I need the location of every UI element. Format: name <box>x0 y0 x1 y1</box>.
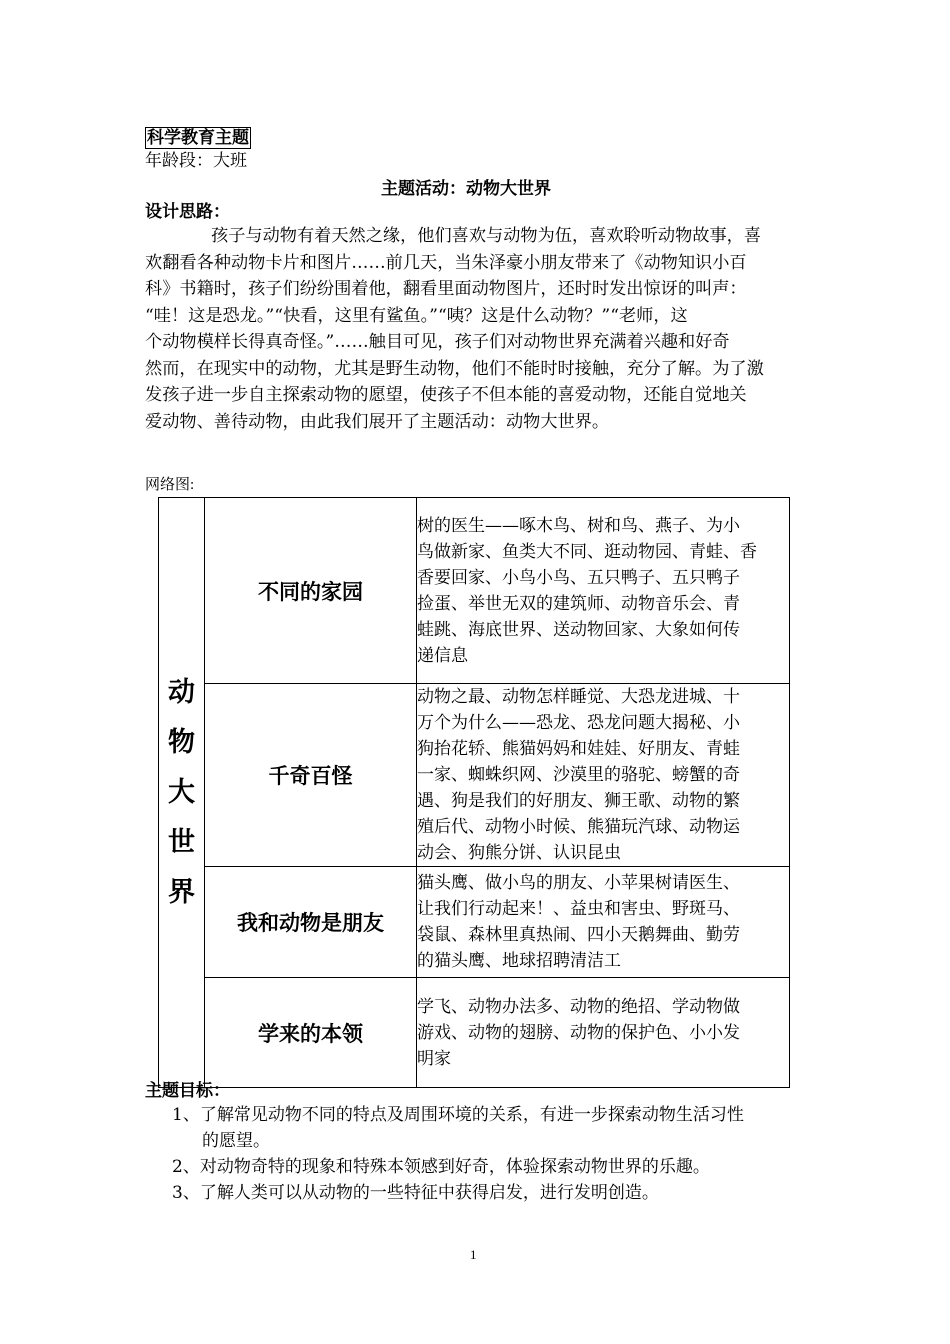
item-line: 学飞、动物办法多、动物的绝招、学动物做 <box>417 996 740 1017</box>
item-line: 让我们行动起来！、益虫和害虫、野斑马、 <box>417 899 740 919</box>
design-line: 欢翻看各种动物卡片和图片……前几天，当朱泽豪小朋友带来了《动物知识小百 <box>145 252 747 273</box>
design-label: 设计思路： <box>145 202 230 222</box>
root-char: 大 <box>168 776 195 808</box>
item-line: 捡蛋、举世无双的建筑师、动物音乐会、青 <box>417 593 740 614</box>
item-line: 香要回家、小鸟小鸟、五只鸭子、五只鸭子 <box>417 567 740 588</box>
goal-item: 1、了解常见动物不同的特点及周围环境的关系，有进一步探索动物生活习性 <box>172 1105 744 1125</box>
goal-item: 2、对动物奇特的现象和特殊本领感到好奇，体验探索动物世界的乐趣。 <box>172 1157 710 1177</box>
subject-heading: 科学教育主题 <box>147 128 249 148</box>
design-line: 发孩子进一步自主探索动物的愿望，使孩子不但本能的喜爱动物，还能自觉地关 <box>145 385 747 405</box>
item-line: 动物之最、动物怎样睡觉、大恐龙进城、十 <box>417 687 740 707</box>
network-row <box>159 684 790 867</box>
item-line: 明家 <box>417 1048 451 1069</box>
item-line: 殖后代、动物小时候、熊猫玩汽球、动物运 <box>417 817 740 837</box>
goals-label: 主题目标： <box>145 1081 230 1101</box>
item-line: 遇、狗是我们的好朋友、狮王歌、动物的繁 <box>417 791 740 811</box>
root-char: 界 <box>168 876 195 908</box>
item-line: 的猫头鹰、地球招聘清洁工 <box>417 951 621 971</box>
goal-item: 3、了解人类可以从动物的一些特征中获得启发，进行发明创造。 <box>172 1183 659 1203</box>
design-line: “哇！这是恐龙。”“快看，这里有鲨鱼。”“咦？这是什么动物？”“老师，这 <box>145 305 688 326</box>
items-cell <box>417 978 790 1088</box>
category-cell: 学来的本领 <box>205 978 417 1088</box>
item-line: 动会、狗熊分饼、认识昆虫 <box>417 843 621 863</box>
item-line: 鸟做新家、鱼类大不同、逛动物园、青蛙、香 <box>417 541 757 562</box>
root-char: 物 <box>168 726 195 758</box>
item-line: 狗抬花轿、熊猫妈妈和娃娃、好朋友、青蛙 <box>417 739 740 759</box>
goal-item-continuation: 的愿望。 <box>202 1131 270 1151</box>
item-line: 递信息 <box>417 645 468 666</box>
network-label: 网络图: <box>145 477 195 493</box>
design-paragraph <box>145 223 815 435</box>
network-row <box>159 498 790 684</box>
item-line: 游戏、动物的翅膀、动物的保护色、小小发 <box>417 1022 740 1043</box>
item-line: 蛙跳、海底世界、送动物回家、大象如何传 <box>417 619 740 640</box>
item-line: 猫头鹰、做小鸟的朋友、小苹果树请医生、 <box>417 873 740 893</box>
category-cell: 不同的家园 <box>205 498 417 684</box>
design-line: 然而，在现实中的动物，尤其是野生动物，他们不能时时接触，充分了解。为了激 <box>145 358 764 379</box>
item-line: 万个为什么——恐龙、恐龙问题大揭秘、小 <box>417 713 740 733</box>
goals-section <box>145 1080 744 1206</box>
category-cell: 我和动物是朋友 <box>205 867 417 978</box>
page-number: 1 <box>470 1247 477 1262</box>
age-group: 年龄段：大班 <box>145 151 247 171</box>
items-cell <box>417 867 790 978</box>
item-line: 袋鼠、森林里真热闹、四小天鹅舞曲、勤劳 <box>417 925 740 945</box>
network-table <box>158 497 790 1088</box>
items-cell <box>417 684 790 867</box>
theme-title: 主题活动：动物大世界 <box>381 179 551 199</box>
network-row <box>159 867 790 978</box>
root-char: 世 <box>168 826 195 858</box>
item-line: 树的医生——啄木鸟、树和鸟、燕子、为小 <box>417 515 740 536</box>
root-cell <box>159 498 205 1088</box>
network-row <box>159 978 790 1088</box>
design-line: 爱动物、善待动物，由此我们展开了主题活动：动物大世界。 <box>145 411 610 432</box>
category-cell: 千奇百怪 <box>205 684 417 867</box>
root-char: 动 <box>168 676 195 708</box>
design-line: 孩子与动物有着天然之缘，他们喜欢与动物为伍，喜欢聆听动物故事，喜 <box>211 226 762 246</box>
design-line: 科》书籍时，孩子们纷纷围着他，翻看里面动物图片，还时时发出惊讶的叫声： <box>145 279 747 299</box>
item-line: 一家、蜘蛛织网、沙漠里的骆驼、螃蟹的奇 <box>417 765 740 785</box>
items-cell <box>417 498 790 684</box>
design-line: 个动物模样长得真奇怪。”……触目可见，孩子们对动物世界充满着兴趣和好奇 <box>145 332 730 352</box>
